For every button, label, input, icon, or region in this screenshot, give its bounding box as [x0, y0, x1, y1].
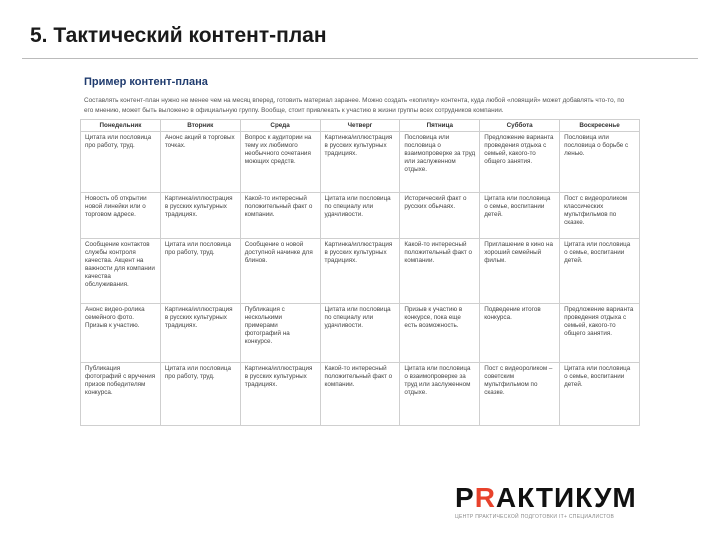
table-cell: Цитата или пословица о семье, воспитании детей. [480, 193, 560, 239]
table-cell: Предложение варианта проведения отдыха с семьей, какого-то общего занятия. [560, 304, 640, 363]
table-cell: Картинка/иллюстрация в русских культурных традициях. [320, 132, 400, 193]
column-header-sunday: Воскресенье [560, 120, 640, 132]
table-cell: Какой-то интересный положительный факт о компании. [320, 363, 400, 426]
table-row [81, 193, 640, 239]
content-plan-table [80, 119, 640, 426]
table-cell: Цитата или пословица по специалу или удачливости. [320, 193, 400, 239]
table-row [81, 132, 640, 193]
table-cell: Сообщение о новой доступной начинке для блинов. [240, 239, 320, 304]
content-plan-document [80, 76, 640, 426]
column-header-monday: Понедельник [81, 120, 161, 132]
table-cell: Подведение итогов конкурса. [480, 304, 560, 363]
table-cell: Картинка/иллюстрация в русских культурных традициях. [240, 363, 320, 426]
table-cell: Анонс акций в торговых точках. [160, 132, 240, 193]
table-header-row [81, 120, 640, 132]
table-cell: Пословица или пословица о взаимопроверке за труд или заслуженном отдыхе. [400, 132, 480, 193]
logo-letters-rest: АКТИКУМ [495, 482, 637, 513]
logo-letter-p: P [455, 482, 475, 513]
logo-letter-r: R [474, 482, 496, 513]
document-heading: Пример контент-плана [84, 76, 208, 88]
table-row [81, 304, 640, 363]
table-cell: Новость об открытии новой линейки или о торговом адресе. [81, 193, 161, 239]
table-cell: Картинка/иллюстрация в русских культурных традициях. [160, 304, 240, 363]
table-cell: Сообщение контактов службы контроля качества. Акцент на важности для компании качества обслуживания. [81, 239, 161, 304]
table-cell: Картинка/иллюстрация в русских культурных традициях. [320, 239, 400, 304]
table-cell: Какой-то интересный положительный факт о компании. [400, 239, 480, 304]
table-cell: Цитата или пословица о семье, воспитании детей. [560, 363, 640, 426]
document-intro: Составлять контент-план нужно не менее чем на месяц вперед, готовить материал заранее. Можно создать «копилку» контента, куда любой «ловящий» может добавлять что-то, по его мнению, может быть выложено в официальную группу. Вообще, стоит привлекать к участию в жизни группы всех сотрудников компании. [84, 97, 625, 114]
table-cell: Анонс видео-ролика семейного фото. Призыв к участию. [81, 304, 161, 363]
table-row [81, 239, 640, 304]
table-cell: Картинка/иллюстрация в русских культурных традициях. [160, 193, 240, 239]
praktikum-logo [455, 484, 655, 520]
title-divider [22, 58, 698, 59]
table-cell: Пост с видеороликом – советским мультфильмом по сказке. [480, 363, 560, 426]
table-cell: Вопрос к аудитории на тему их любимого необычного сочетания моющих средств. [240, 132, 320, 193]
column-header-tuesday: Вторник [160, 120, 240, 132]
table-cell: Цитата или пословица про работу, труд. [81, 132, 161, 193]
table-cell: Публикация фотографий с вручения призов победителям конкурса. [81, 363, 161, 426]
page-title: 5. Тактический контент-план [30, 24, 327, 47]
table-cell: Какой-то интересный положительный факт о компании. [240, 193, 320, 239]
table-cell: Цитата или пословица о взаимопроверке за труд или заслуженном отдыхе. [400, 363, 480, 426]
table-row [81, 363, 640, 426]
table-cell: Призыв к участию в конкурсе, пока еще есть возможность. [400, 304, 480, 363]
logo-tagline: ЦЕНТР ПРАКТИЧЕСКОЙ ПОДГОТОВКИ IT+ СПЕЦИАЛИСТОВ [455, 514, 615, 520]
table-cell: Пословица или пословица о борьбе с ленью. [560, 132, 640, 193]
table-cell: Цитата или пословица по специалу или удачливости. [320, 304, 400, 363]
table-cell: Цитата или пословица о семье, воспитании детей. [560, 239, 640, 304]
table-cell: Цитата или пословица про работу, труд. [160, 239, 240, 304]
column-header-friday: Пятница [400, 120, 480, 132]
logo-wordmark [455, 484, 655, 512]
column-header-wednesday: Среда [240, 120, 320, 132]
table-cell: Пост с видеороликом классических мультфильмов по сказке. [560, 193, 640, 239]
table-cell: Приглашение в кино на хороший семейный фильм. [480, 239, 560, 304]
table-cell: Предложение варианта проведения отдыха с семьей, какого-то общего занятия. [480, 132, 560, 193]
column-header-thursday: Четверг [320, 120, 400, 132]
table-cell: Публикация с несколькими примерами фотографий на конкурсе. [240, 304, 320, 363]
table-cell: Исторический факт о русских обычаях. [400, 193, 480, 239]
column-header-saturday: Суббота [480, 120, 560, 132]
table-cell: Цитата или пословица про работу, труд. [160, 363, 240, 426]
